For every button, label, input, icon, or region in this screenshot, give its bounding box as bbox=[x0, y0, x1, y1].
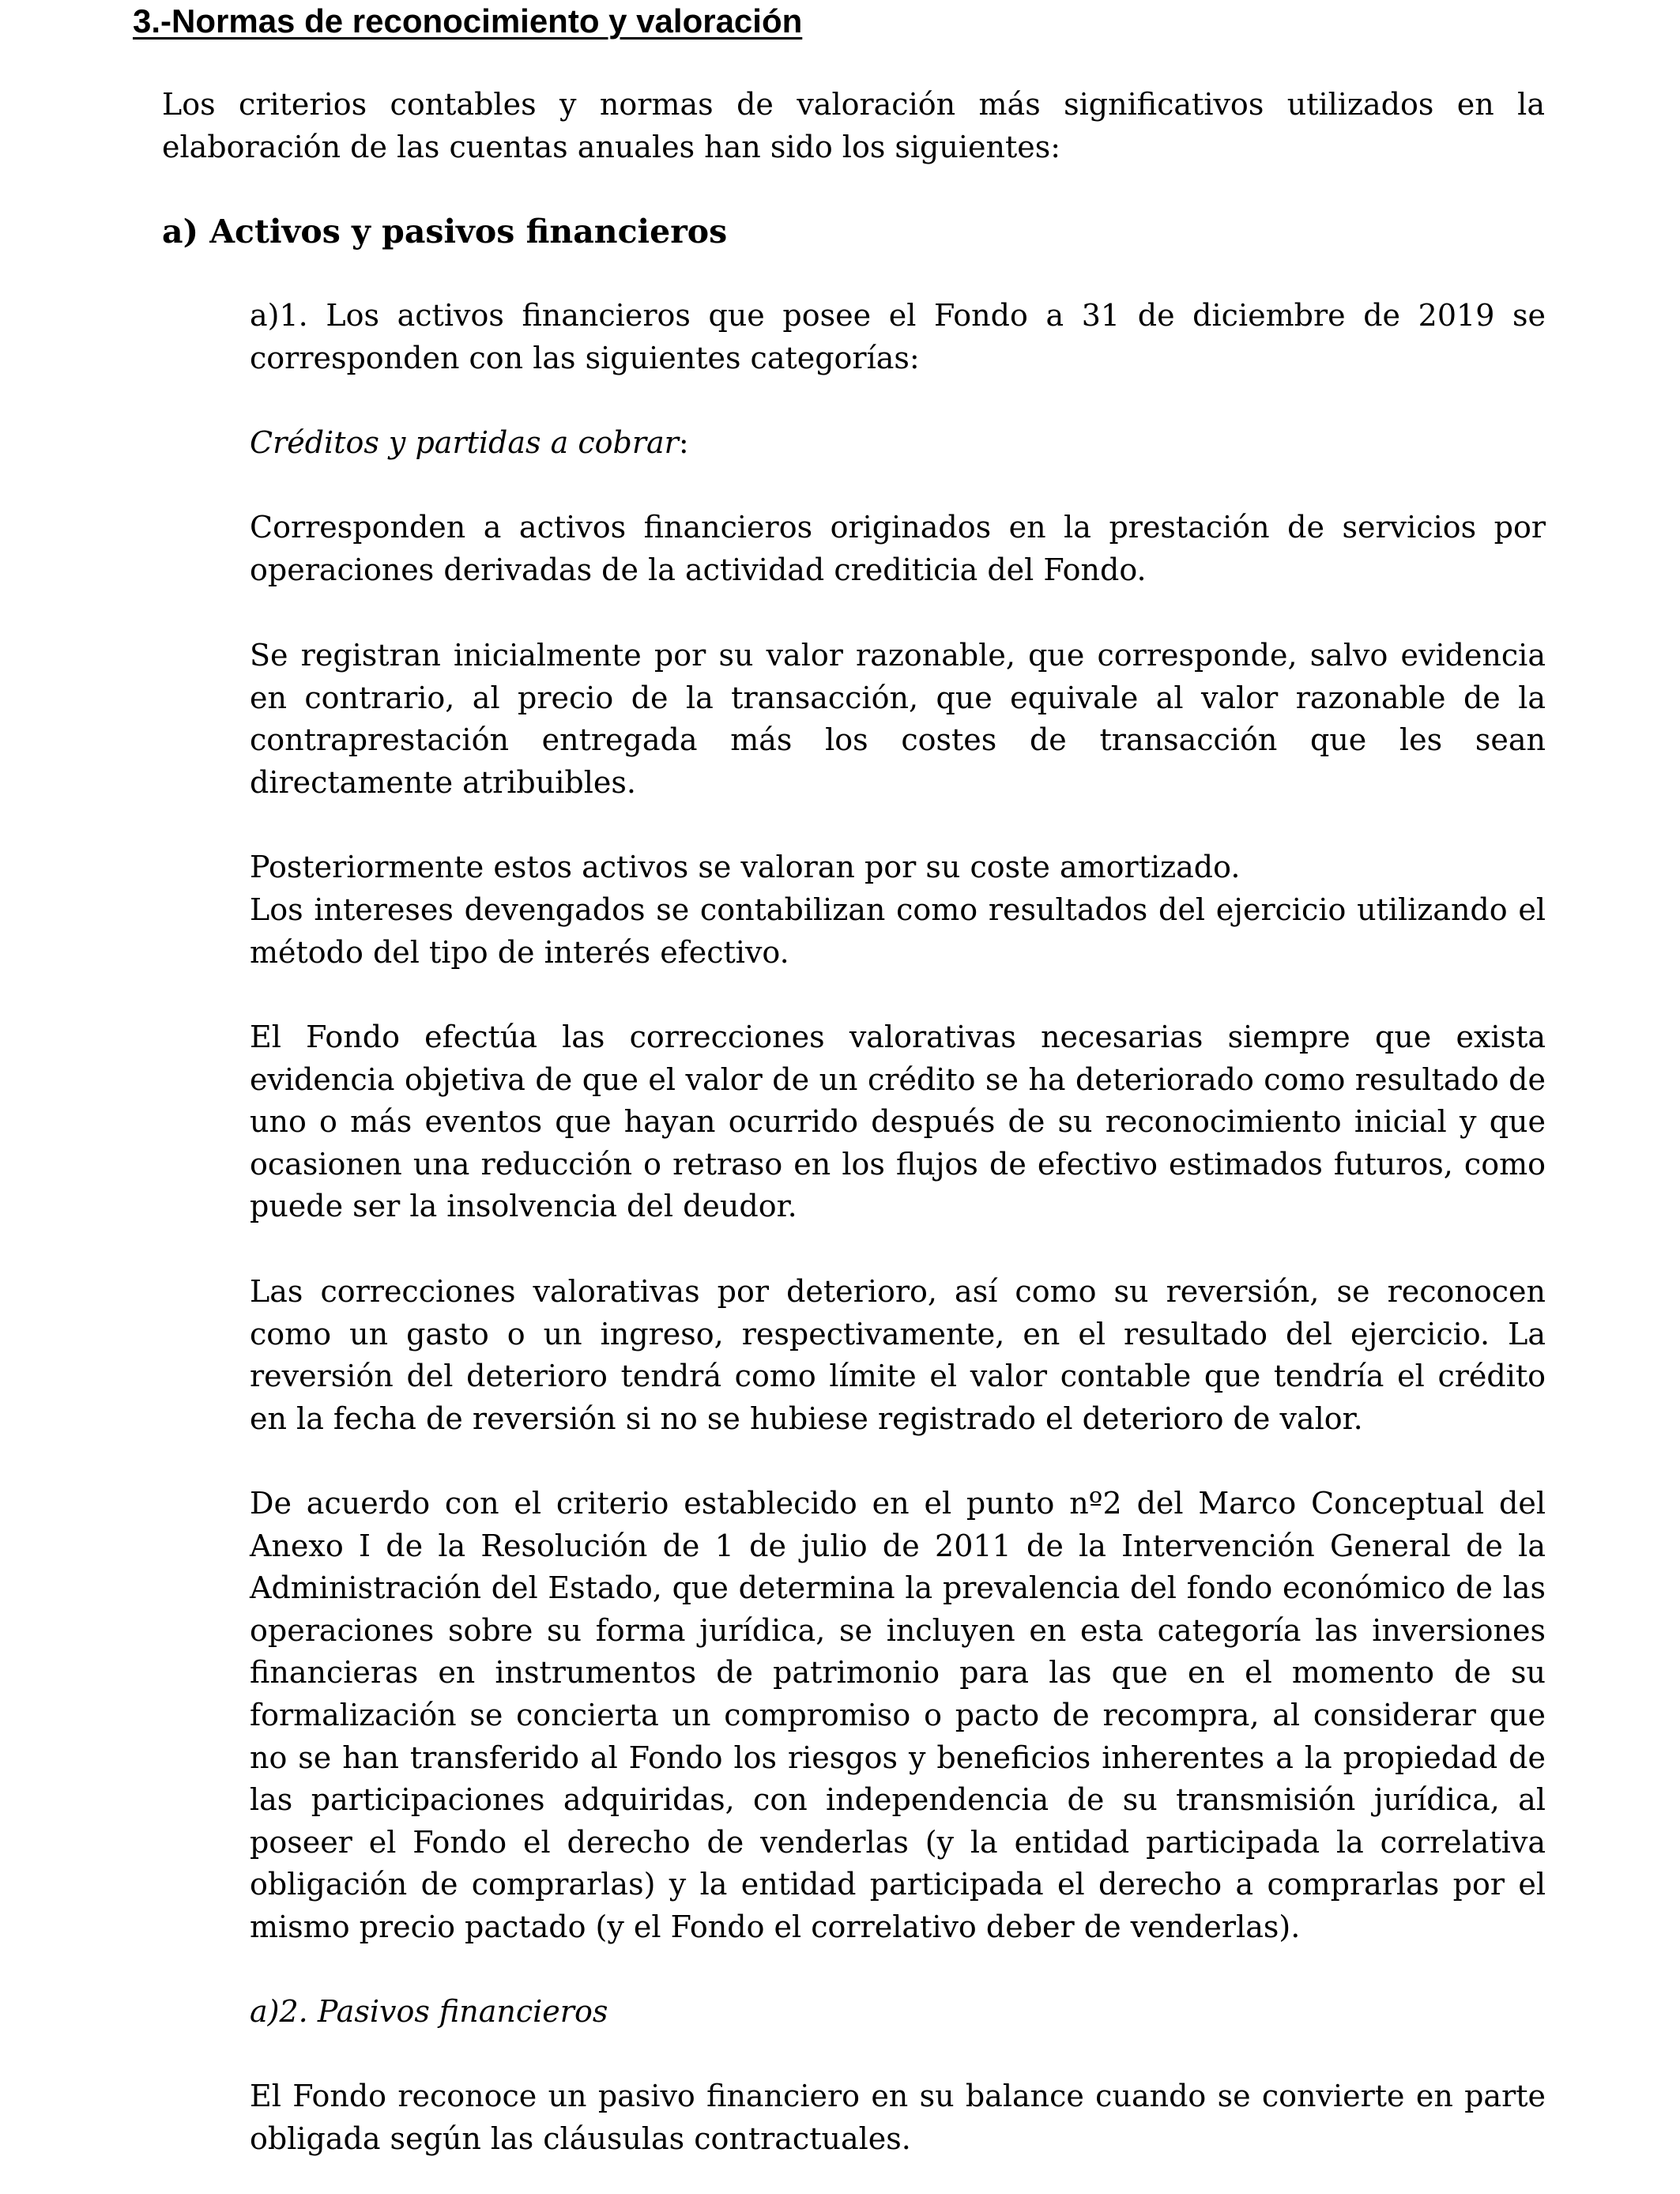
category-title bbox=[250, 422, 1546, 465]
category-title-colon: : bbox=[678, 425, 689, 460]
paragraph-correcciones: El Fondo efectúa las correcciones valorativas necesarias siempre que exista evidencia objetiva de que el valor de un crédito se ha deteriorado como resultado de uno o más eventos que hayan ocurrido después de su reconocimiento inicial y que ocasionen una reducción o retraso en los flujos de efectivo estimados futuros, como puede ser la insolvencia del deudor. bbox=[250, 1020, 1546, 1224]
paragraph-intereses: Los intereses devengados se contabilizan como resultados del ejercicio utilizando el método del tipo de interés efectivo. bbox=[250, 892, 1546, 970]
category-title-text: Créditos y partidas a cobrar bbox=[250, 425, 679, 460]
section-intro: Los criterios contables y normas de valoración más significativos utilizados en la elaboración de las cuentas anuales han sido los siguientes: bbox=[162, 87, 1545, 164]
paragraph-deterioro: Las correcciones valorativas por deterioro, así como su reversión, se reconocen como un gasto o un ingreso, respectivamente, en el resultado del ejercicio. La reversión del deterioro tendrá como límite el valor contable que tendría el crédito en la fecha de reversión si no se hubiese registrado el deterioro de valor. bbox=[250, 1274, 1546, 1436]
section-heading: 3.-Normas de reconocimiento y valoración bbox=[133, 2, 803, 40]
paragraph-corresponden: Corresponden a activos financieros originados en la prestación de servicios por operaciones derivadas de la actividad crediticia del Fondo. bbox=[250, 510, 1546, 587]
paragraph-marco-conceptual: De acuerdo con el criterio establecido en el punto nº2 del Marco Conceptual del Anexo I de la Resolución de 1 de julio de 2011 de la Intervención General de la Administración del Estado, que determina la prevalencia del fondo económico de las operaciones sobre su forma jurídica, se incluyen en esta categoría las inversiones financieras en instrumentos de patrimonio para las que en el momento de su formalización se concierta un compromiso o pacto de recompra, al considerar que no se han transferido al Fondo los riesgos y beneficios inherentes a la propiedad de las participaciones adquiridas, con independencia de su transmisión jurídica, al poseer el Fondo el derecho de venderlas (y la entidad participada la correlativa obligación de comprarlas) y la entidad participada el derecho a comprarlas por el mismo precio pactado (y el Fondo el correlativo deber de venderlas). bbox=[250, 1486, 1546, 1944]
paragraph-registro-inicial: Se registran inicialmente por su valor razonable, que corresponde, salvo evidencia en contrario, al precio de la transacción, que equivale al valor razonable de la contraprestación entregada más los costes de transacción que les sean directamente atribuibles. bbox=[250, 638, 1546, 800]
a1-intro-paragraph: a)1. Los activos financieros que posee el Fondo a 31 de diciembre de 2019 se corresponden con las siguientes categorías: bbox=[250, 298, 1546, 375]
subsection-heading-activos-pasivos: a) Activos y pasivos financieros bbox=[162, 213, 728, 251]
paragraph-coste-amortizado: Posteriormente estos activos se valoran por su coste amortizado. bbox=[250, 850, 1241, 884]
paragraph-pasivo-financiero: El Fondo reconoce un pasivo financiero en su balance cuando se convierte en parte obligada según las cláusulas contractuales. bbox=[250, 2079, 1546, 2156]
a2-title: a)2. Pasivos financieros bbox=[250, 1994, 608, 2029]
